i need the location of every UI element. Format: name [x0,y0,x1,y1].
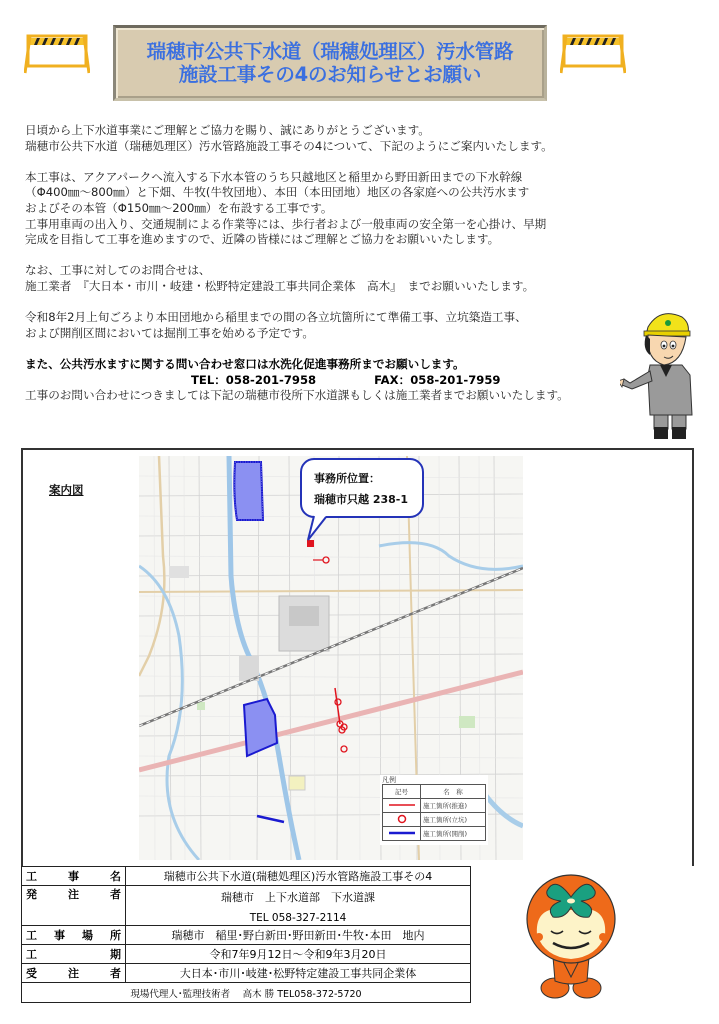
table-row [22,983,471,1003]
page-title-line2: 施設工事その4のお知らせとお願い [178,63,482,86]
construction-worker-icon [620,305,700,440]
table-row [22,867,471,886]
legend-table [382,784,486,841]
inquiry-line2: 施工業者 『大日本・市川・岐建・松野特定建設工事共同企業体 高木』 までお願いいたします。 [25,278,535,293]
legend-red-line-icon [383,799,421,813]
row-key-project-name: 工 事 名 [22,867,126,886]
sewer-inquiry-notice: また、公共汚水ますに関する問い合わせ窓口は水洗化促進事務所までお願いします。 [25,356,465,371]
callout-address: 瑞穂市只越 238-1 [314,493,409,506]
row-key-location: 工 事 場 所 [22,926,126,945]
description-line2: （Φ400㎜～800㎜）と下畑、牛牧(牛牧団地）、本田（本田団地）地区の各家庭への公共汚水ます [25,185,530,200]
persimmon-mascot-icon [525,873,625,1003]
description-line3: およびその本管（Φ150㎜～200㎜）を布設する工事です。 [25,200,333,215]
schedule-line1: 令和8年2月上旬ごろより本田団地から稲里までの間の各立坑箇所にて準備工事、立坑築造工事、 [25,310,527,325]
page-title-line1: 瑞穂市公共下水道（瑞穂処理区）汚水管路 [146,40,514,63]
row-key-period: 工 期 [22,945,126,964]
legend-header-symbol: 記号 [383,785,421,799]
legend-title: 凡例 [382,776,396,784]
contact-guidance: 工事のお問い合わせにつきましては下記の瑞穂市役所下水道課もしくは施工業者までお願いいたします。 [25,388,569,403]
greeting-line2: 瑞穂市公共下水道（瑞穂処理区）汚水管路施設工事その4について、下記のようにご案内いたします。 [25,138,553,153]
description-line4: 工事用車両の出入り、交通規制による作業等には、歩行者および一般車両の安全第一を心掛け、早期 [25,216,547,231]
description-line1: 本工事は、アクアパークへ流入する下水本管のうち只越地区と稲里から野田新田までの下水幹線 [25,169,523,184]
contact-numbers [25,373,665,389]
period-value: 令和7年9月12日～令和9年3月20日 [126,945,471,964]
row-key-client: 発 注 者 [22,886,126,926]
notice-body [25,123,665,404]
legend-item-label: 施工箇所(立坑) [421,813,486,827]
barricade-icon [24,30,90,74]
table-row [22,945,471,964]
legend-item-label: 施工箇所(開削) [421,827,486,841]
callout-pointer [300,514,330,544]
legend-item-label: 施工箇所(推進) [421,799,486,813]
barricade-icon [560,30,626,74]
table-row [22,964,471,983]
tel-number: TEL：058-201-7958 [191,372,317,387]
location-value: 瑞穂市 稲里･野白新田･野田新田･牛牧･本田 地内 [126,926,471,945]
map-legend [380,775,488,845]
title-banner [113,25,547,101]
client-value [126,886,471,926]
site-manager-info: 現場代理人･監理技術者 高木 勝 TEL058-372-5720 [22,983,471,1003]
table-row [22,926,471,945]
contractor-value: 大日本･市川･岐建･松野特定建設工事共同企業体 [126,964,471,983]
office-location-callout [300,458,424,518]
description-line5: 完成を目指して工事を進めますので、近隣の皆様にはご理解とご協力をお願いいたします。 [25,232,500,247]
inquiry-line1: なお、工事に対してのお問合せは、 [25,263,211,278]
project-name-value: 瑞穂市公共下水道(瑞穂処理区)汚水管路施設工事その4 [126,867,471,886]
callout-title: 事務所位置： [314,472,380,485]
client-org: 瑞穂市 上下水道部 下水道課 [221,891,375,904]
client-tel: TEL 058-327-2114 [249,912,347,924]
project-info-table [21,866,471,1003]
map-label: 案内図 [49,483,84,497]
legend-header-name: 名 称 [421,785,486,799]
row-key-contractor: 受 注 者 [22,964,126,983]
legend-blue-line-icon [383,827,421,841]
table-row [22,886,471,926]
fax-number: FAX：058-201-7959 [374,372,501,387]
greeting-line1: 日頃から上下水道事業にご理解とご協力を賜り、誠にありがとうございます。 [25,123,430,137]
schedule-line2: および開削区間においては掘削工事を始める予定です。 [25,325,314,340]
legend-red-circle-icon [383,813,421,827]
